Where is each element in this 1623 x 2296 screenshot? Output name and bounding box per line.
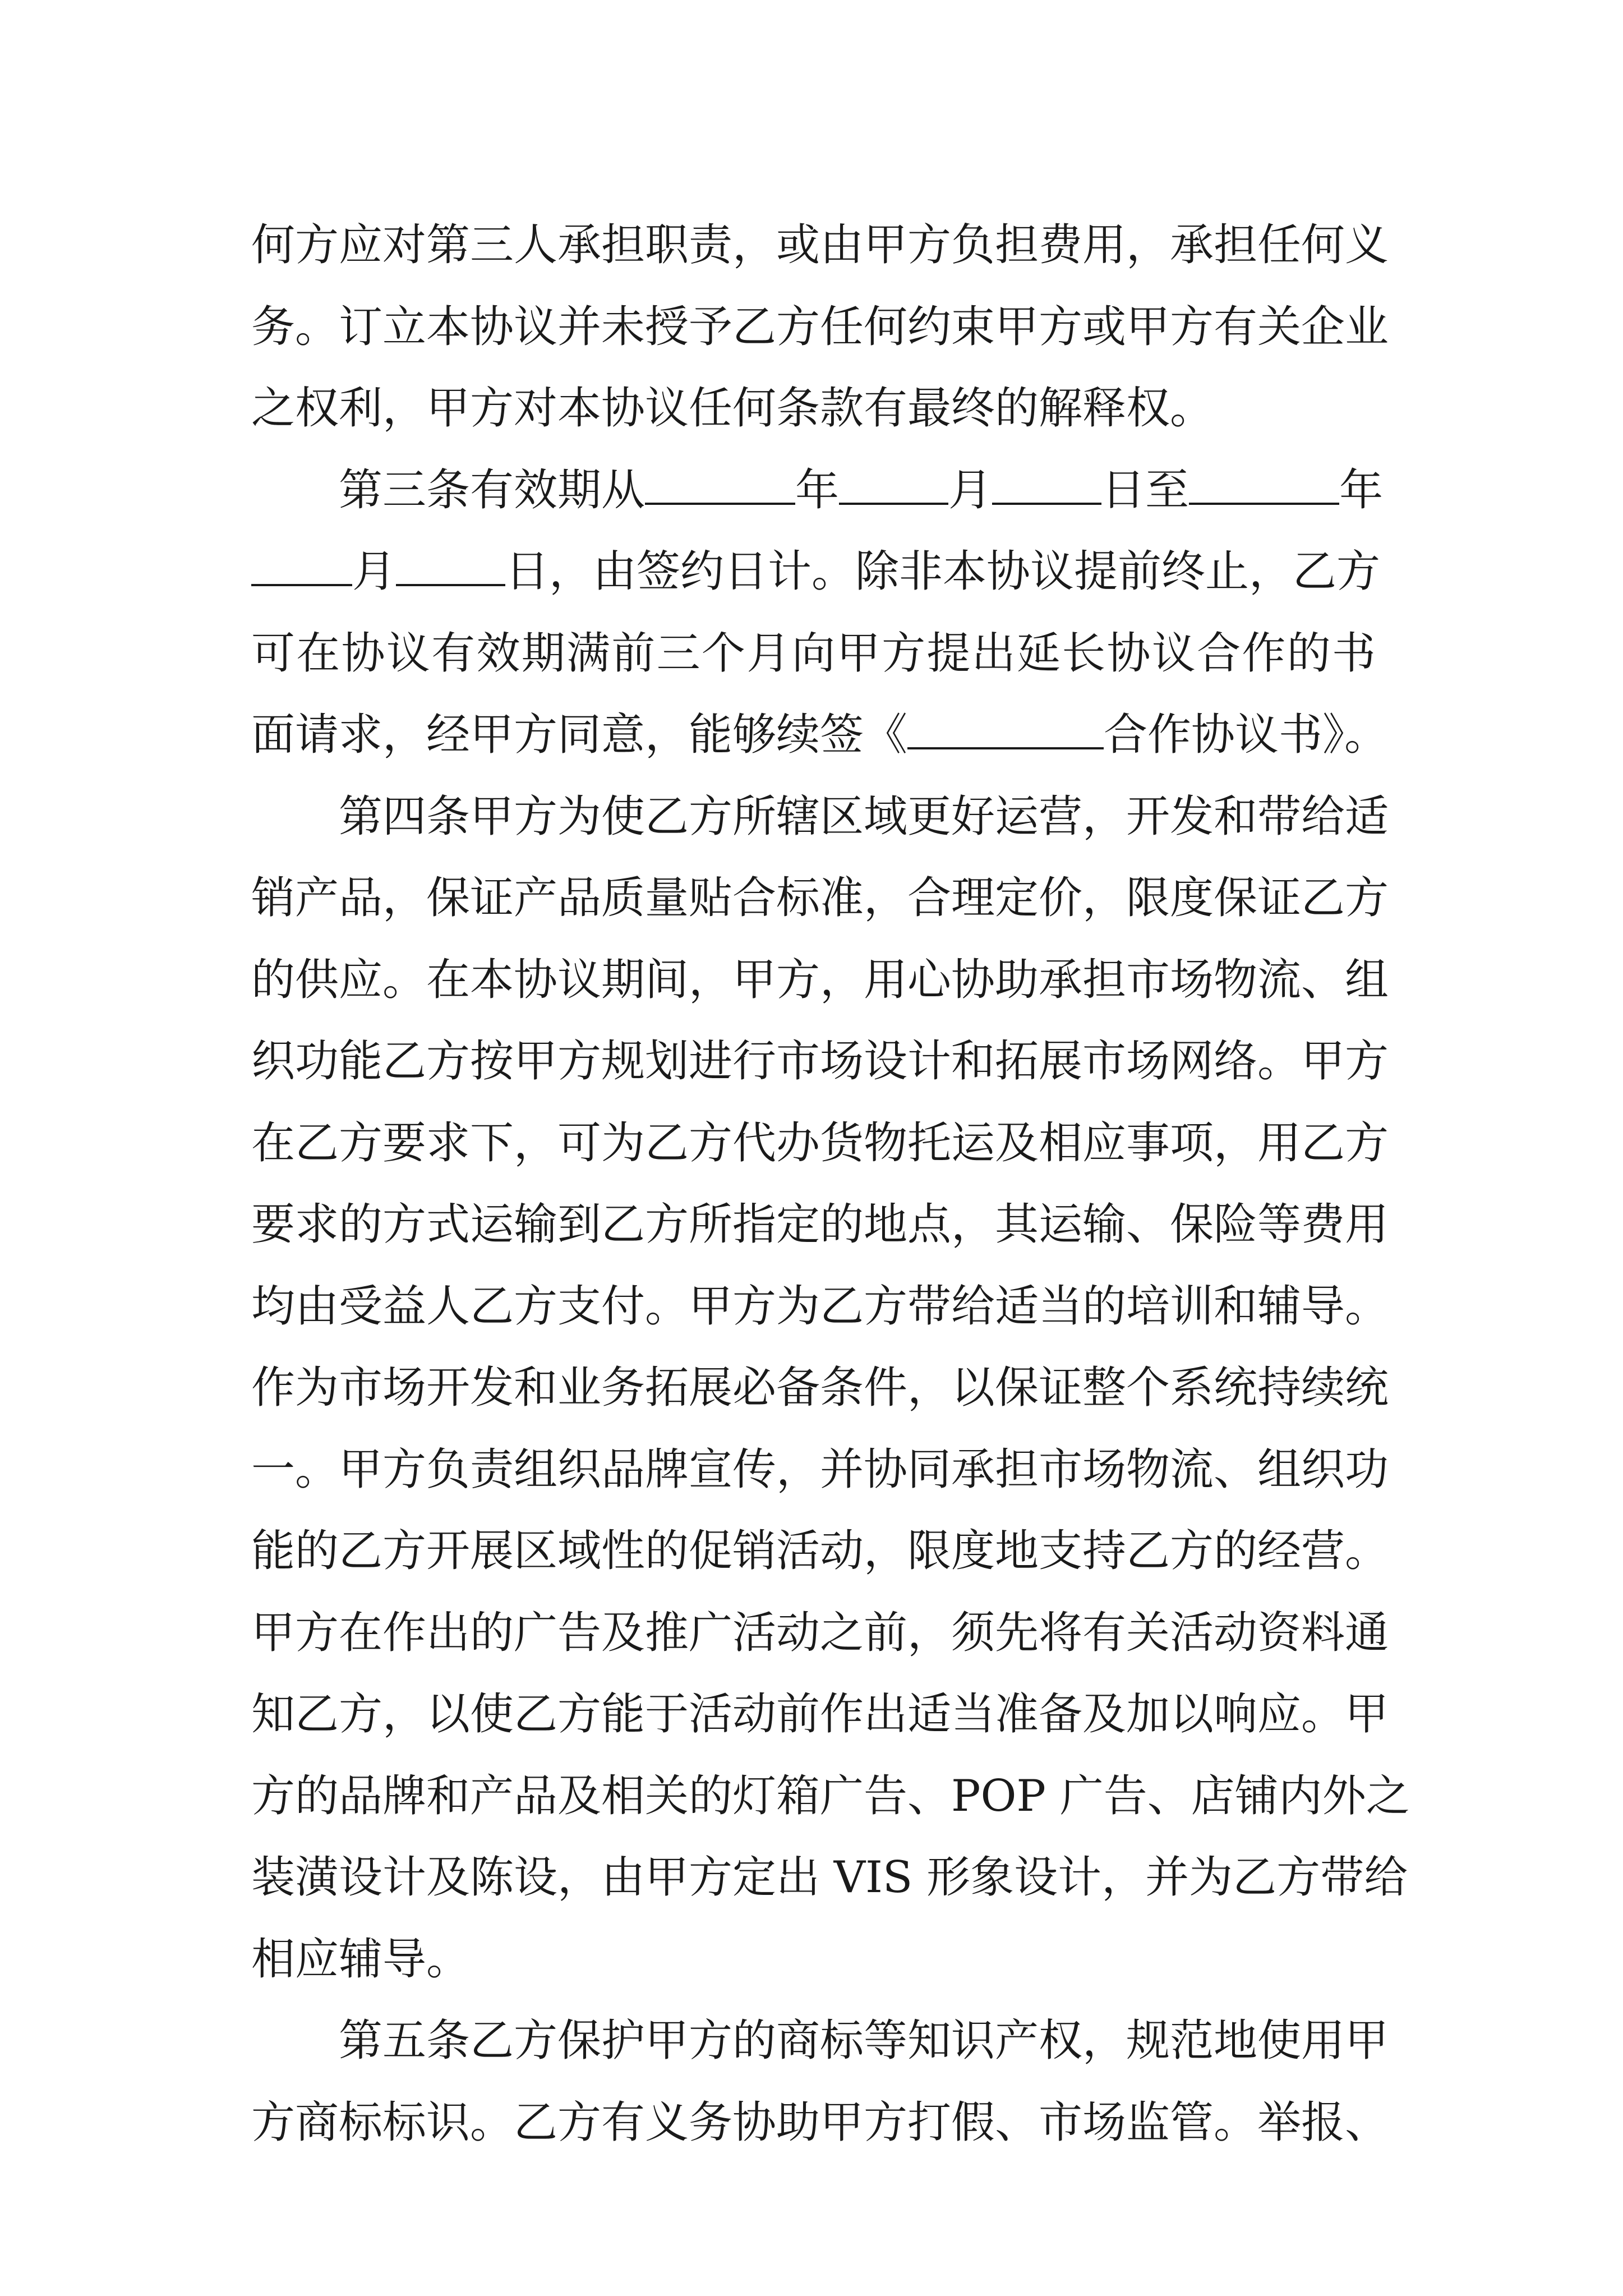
term-year-label: 年 — [795, 464, 840, 516]
text-line: 销产品，保证产品质量贴合标准，合理定价，限度保证乙方 — [251, 873, 1389, 923]
text-line: 能的乙方开展区域性的促销活动，限度地支持乙方的经营。 — [251, 1526, 1389, 1576]
start-year-blank — [645, 469, 795, 505]
text-line: 第四条甲方为使乙方所辖区域更好运营，开发和带给适 — [339, 791, 1389, 842]
term-start-line — [251, 450, 1384, 532]
term-day-rest: 日，由签约日计。除非本协议提前终止，乙方 — [505, 546, 1381, 597]
end-day-blank — [396, 550, 505, 586]
text-line: 何方应对第三人承担职责，或由甲方负担费用，承担任何义 — [251, 220, 1389, 270]
renewal-request-line — [251, 694, 1389, 776]
text-line: 作为市场开发和业务拓展必备条件，以保证整个系统持续统 — [251, 1363, 1389, 1413]
text-line: 第五条乙方保护甲方的商标等知识产权，规范地使用甲 — [339, 2016, 1389, 2066]
text-line: 一。甲方负责组织品牌宣传，并协同承担市场物流、组织功 — [251, 1444, 1389, 1495]
text-line: 相应辅导。 — [251, 1934, 471, 1985]
end-year-blank — [1189, 469, 1339, 505]
end-month-blank — [251, 550, 352, 586]
request-suffix: 合作协议书》。 — [1104, 710, 1389, 760]
term-prefix: 第三条有效期从 — [339, 464, 645, 516]
start-month-blank — [839, 469, 948, 505]
text-line: 装潢设计及陈设，由甲方定出 VIS 形象设计，并为乙方带给 — [251, 1852, 1408, 1903]
text-line: 方的品牌和产品及相关的灯箱广告、POP 广告、店铺内外之 — [251, 1770, 1410, 1821]
term-year2-label: 年 — [1339, 464, 1384, 516]
document-body — [251, 205, 1410, 2164]
text-line: 均由受益人乙方支付。甲方为乙方带给适当的培训和辅导。 — [251, 1281, 1389, 1332]
text-line: 可在协议有效期满前三个月向甲方提出延长协议合作的书 — [251, 628, 1376, 679]
term-end-line — [251, 531, 1381, 613]
text-line: 要求的方式运输到乙方所指定的地点，其运输、保险等费用 — [251, 1199, 1389, 1250]
text-line: 方商标标识。乙方有义务协助甲方打假、市场监管。举报、 — [251, 2097, 1389, 2148]
agreement-name-blank — [907, 714, 1104, 749]
text-line: 知乙方，以使乙方能于活动前作出适当准备及加以响应。甲 — [251, 1689, 1389, 1740]
term-day-to-label: 日至 — [1101, 464, 1189, 516]
text-line: 甲方在作出的广告及推广活动之前，须先将有关活动资料通 — [251, 1607, 1389, 1658]
text-line: 的供应。在本协议期间，甲方，用心协助承担市场物流、组 — [251, 954, 1389, 1005]
term-month-label: 月 — [948, 464, 993, 516]
start-day-blank — [992, 469, 1101, 505]
text-line: 之权利，甲方对本协议任何条款有最终的解释权。 — [251, 383, 1214, 434]
term-month2-label: 月 — [352, 546, 396, 597]
request-prefix: 面请求，经甲方同意，能够续签《 — [251, 710, 908, 760]
text-line: 在乙方要求下，可为乙方代办货物托运及相应事项，用乙方 — [251, 1117, 1389, 1168]
text-line: 务。订立本协议并未授予乙方任何约束甲方或甲方有关企业 — [251, 301, 1389, 352]
text-line: 织功能乙方按甲方规划进行市场设计和拓展市场网络。甲方 — [251, 1036, 1389, 1087]
